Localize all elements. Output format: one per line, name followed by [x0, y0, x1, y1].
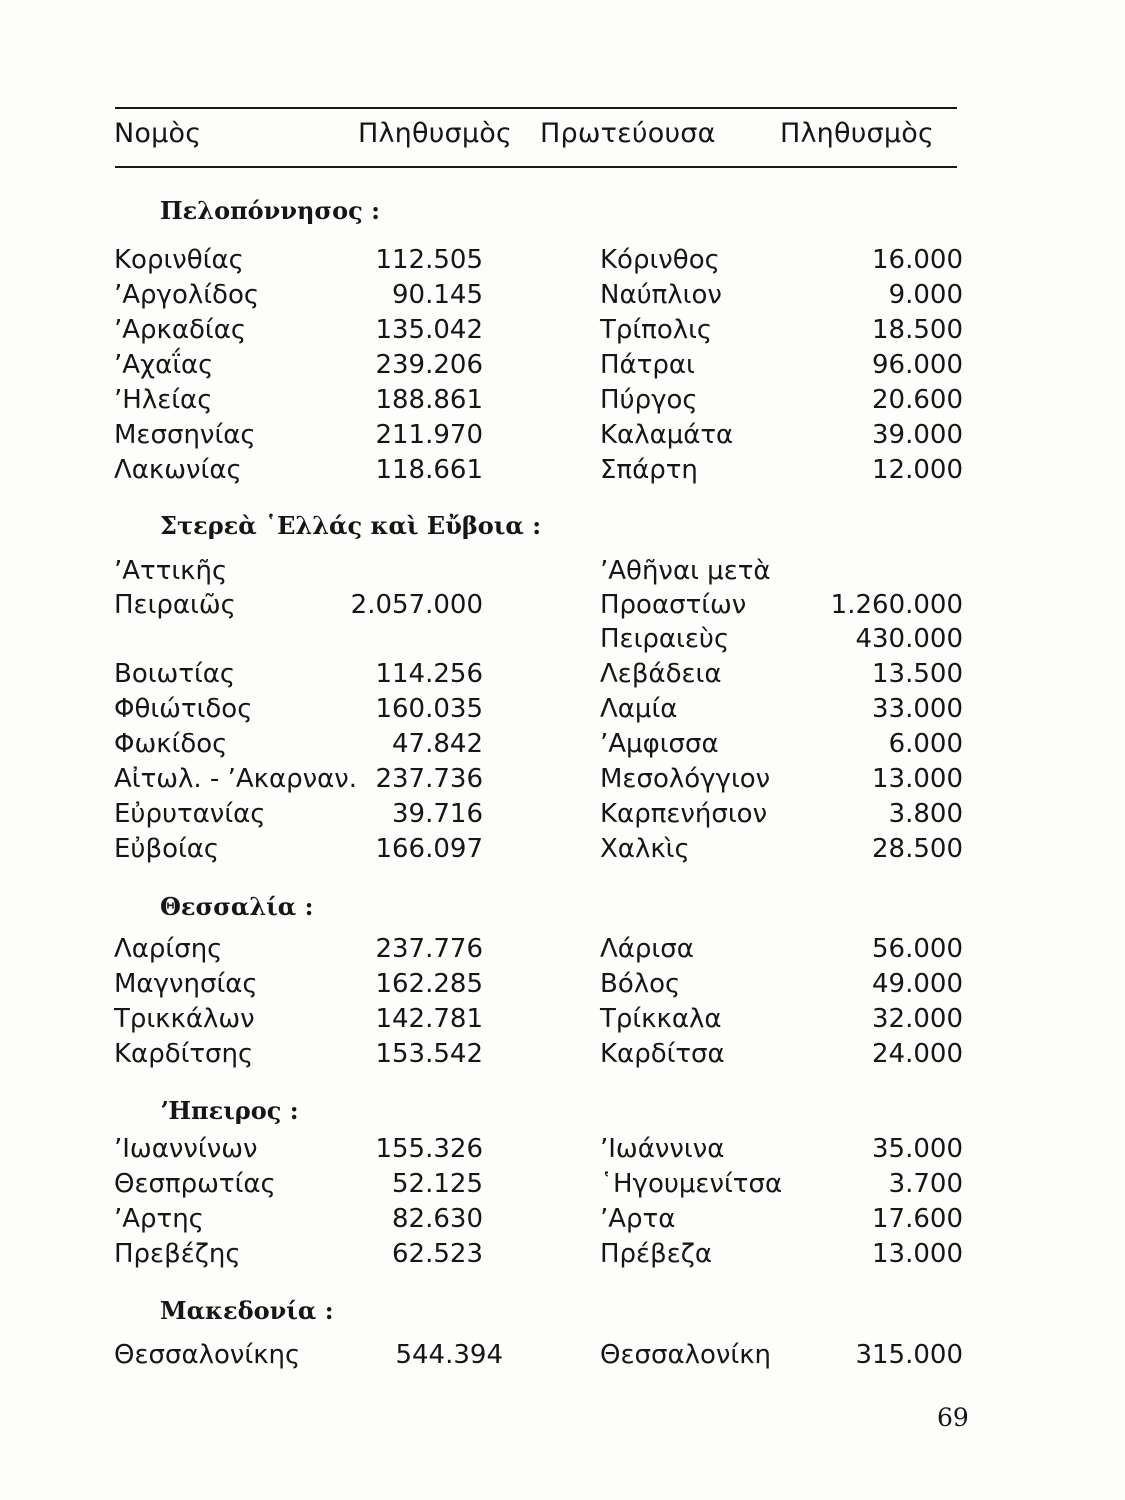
- section-title: Στερεὰ ῾Ελλάς καὶ Εὔβοια :: [160, 511, 542, 540]
- province-name: Αἰτωλ. - ʼΑκαρναν.: [114, 764, 358, 794]
- capital-population: 9.000: [888, 280, 963, 310]
- capital-population: 315.000: [855, 1340, 963, 1370]
- province-population: 160.035: [375, 694, 483, 724]
- table-row: [0, 1169, 1125, 1203]
- province-name: ʼΑργολίδος: [114, 280, 260, 310]
- province-name: Πειραιῶς: [114, 590, 236, 620]
- capital-population: 12.000: [872, 455, 963, 485]
- province-population: 211.970: [375, 420, 483, 450]
- header-capital: Πρωτεύουσα: [540, 118, 716, 149]
- capital-name: Μεσολόγγιον: [600, 764, 771, 794]
- capital-name: ʼΑθῆναι μετὰ: [600, 556, 771, 586]
- capital-name: Λεβάδεια: [600, 659, 722, 689]
- table-header-rule: [115, 166, 957, 168]
- table-row: [0, 455, 1125, 489]
- capital-name: Τρίκκαλα: [600, 1004, 722, 1034]
- province-name: Θεσσαλονίκης: [114, 1340, 301, 1370]
- capital-population: 1.260.000: [830, 590, 963, 620]
- province-population: 62.523: [392, 1239, 483, 1269]
- capital-name: Βόλος: [600, 969, 681, 999]
- section-title: ʼΗπειρος :: [160, 1096, 299, 1125]
- capital-name: Κόρινθος: [600, 245, 720, 275]
- capital-population: 24.000: [872, 1039, 963, 1069]
- capital-name: Καρδίτσα: [600, 1039, 725, 1069]
- section-title: Θεσσαλία :: [160, 892, 314, 921]
- capital-population: 56.000: [872, 934, 963, 964]
- capital-population: 13.500: [872, 659, 963, 689]
- section-title: Πελοπόννησος :: [160, 196, 380, 225]
- province-name: Μαγνησίας: [114, 969, 258, 999]
- capital-name: Καρπενήσιον: [600, 799, 768, 829]
- capital-name: Τρίπολις: [600, 315, 713, 345]
- province-name: Κορινθίας: [114, 245, 244, 275]
- table-row: [0, 729, 1125, 763]
- section-title: Μακεδονία :: [160, 1296, 334, 1325]
- province-name: Φθιώτιδος: [114, 694, 253, 724]
- province-population: 39.716: [392, 799, 483, 829]
- capital-name: Πειραιεὺς: [600, 624, 730, 654]
- province-name: Μεσσηνίας: [114, 420, 256, 450]
- table-top-rule: [115, 107, 957, 109]
- table-row: [0, 385, 1125, 419]
- province-population: 237.776: [375, 934, 483, 964]
- province-population: 112.505: [375, 245, 483, 275]
- province-population: 239.206: [375, 350, 483, 380]
- table-row: [0, 590, 1125, 624]
- province-population: 155.326: [375, 1134, 483, 1164]
- province-name: Εὐρυτανίας: [114, 799, 266, 829]
- province-population: 237.736: [375, 764, 483, 794]
- province-population: 114.256: [375, 659, 483, 689]
- province-population: 2.057.000: [350, 590, 483, 620]
- capital-name: Πάτραι: [600, 350, 695, 380]
- capital-population: 16.000: [872, 245, 963, 275]
- capital-name: ῾Ηγουμενίτσα: [600, 1169, 783, 1199]
- province-population: 188.861: [375, 385, 483, 415]
- capital-population: 32.000: [872, 1004, 963, 1034]
- table-row: [0, 934, 1125, 968]
- page-number: 69: [937, 1403, 969, 1432]
- table-row: [0, 556, 1125, 590]
- province-population: 142.781: [375, 1004, 483, 1034]
- capital-population: 13.000: [872, 764, 963, 794]
- province-name: Εὐβοίας: [114, 834, 220, 864]
- header-population: Πληθυσμὸς: [358, 118, 512, 149]
- province-name: Λαρίσης: [114, 934, 223, 964]
- capital-population: 20.600: [872, 385, 963, 415]
- province-population: 118.661: [375, 455, 483, 485]
- capital-population: 430.000: [855, 624, 963, 654]
- province-name: Τρικκάλων: [114, 1004, 255, 1034]
- capital-population: 17.600: [872, 1204, 963, 1234]
- table-row: [0, 969, 1125, 1003]
- province-name: Βοιωτίας: [114, 659, 236, 689]
- table-row: [0, 799, 1125, 833]
- province-name: ʼΙωαννίνων: [114, 1134, 258, 1164]
- province-name: Πρεβέζης: [114, 1239, 241, 1269]
- province-name: Καρδίτσης: [114, 1039, 254, 1069]
- province-name: ʼΑττικῆς: [114, 556, 228, 586]
- capital-name: Ναύπλιον: [600, 280, 722, 310]
- table-row: [0, 1039, 1125, 1073]
- capital-name: Λάρισα: [600, 934, 694, 964]
- province-population: 153.542: [375, 1039, 483, 1069]
- province-name: Θεσπρωτίας: [114, 1169, 276, 1199]
- province-name: ʼΗλείας: [114, 385, 213, 415]
- capital-name: Σπάρτη: [600, 455, 698, 485]
- capital-name: Πρέβεζα: [600, 1239, 713, 1269]
- header-capital-population: Πληθυσμὸς: [780, 118, 934, 149]
- table-row: [0, 1340, 1125, 1374]
- capital-population: 3.700: [888, 1169, 963, 1199]
- capital-population: 13.000: [872, 1239, 963, 1269]
- table-row: [0, 1204, 1125, 1238]
- province-name: Φωκίδος: [114, 729, 228, 759]
- province-population: 47.842: [392, 729, 483, 759]
- table-row: [0, 315, 1125, 349]
- table-row: [0, 694, 1125, 728]
- capital-population: 28.500: [872, 834, 963, 864]
- province-population: 90.145: [392, 280, 483, 310]
- province-population: 52.125: [392, 1169, 483, 1199]
- table-row: [0, 624, 1125, 658]
- province-population: 162.285: [375, 969, 483, 999]
- capital-population: 96.000: [872, 350, 963, 380]
- capital-population: 39.000: [872, 420, 963, 450]
- province-population: 166.097: [375, 834, 483, 864]
- capital-population: 6.000: [888, 729, 963, 759]
- province-population: 82.630: [392, 1204, 483, 1234]
- capital-population: 3.800: [888, 799, 963, 829]
- capital-name: ʼΑμφισσα: [600, 729, 719, 759]
- capital-name: Χαλκὶς: [600, 834, 690, 864]
- capital-population: 33.000: [872, 694, 963, 724]
- province-name: Λακωνίας: [114, 455, 242, 485]
- capital-population: 18.500: [872, 315, 963, 345]
- capital-population: 35.000: [872, 1134, 963, 1164]
- capital-name: Θεσσαλονίκη: [600, 1340, 772, 1370]
- table-row: [0, 1004, 1125, 1038]
- table-row: [0, 834, 1125, 868]
- province-population: 135.042: [375, 315, 483, 345]
- capital-population: 49.000: [872, 969, 963, 999]
- capital-name: Προαστίων: [600, 590, 747, 620]
- capital-name: Πύργος: [600, 385, 698, 415]
- capital-name: Καλαμάτα: [600, 420, 734, 450]
- table-row: [0, 764, 1125, 798]
- province-name: ʼΑρκαδίας: [114, 315, 247, 345]
- capital-name: Λαμία: [600, 694, 678, 724]
- table-row: [0, 1239, 1125, 1273]
- province-name: ʼΑρτης: [114, 1204, 204, 1234]
- table-row: [0, 659, 1125, 693]
- header-province: Νομὸς: [114, 118, 202, 149]
- table-row: [0, 1134, 1125, 1168]
- province-name: ʼΑχαΐας: [114, 350, 214, 380]
- capital-name: ʼΑρτα: [600, 1204, 676, 1234]
- table-row: [0, 280, 1125, 314]
- province-population: 544.394: [395, 1340, 503, 1370]
- table-row: [0, 350, 1125, 384]
- capital-name: ʼΙωάννινα: [600, 1134, 725, 1164]
- table-row: [0, 420, 1125, 454]
- table-row: [0, 245, 1125, 279]
